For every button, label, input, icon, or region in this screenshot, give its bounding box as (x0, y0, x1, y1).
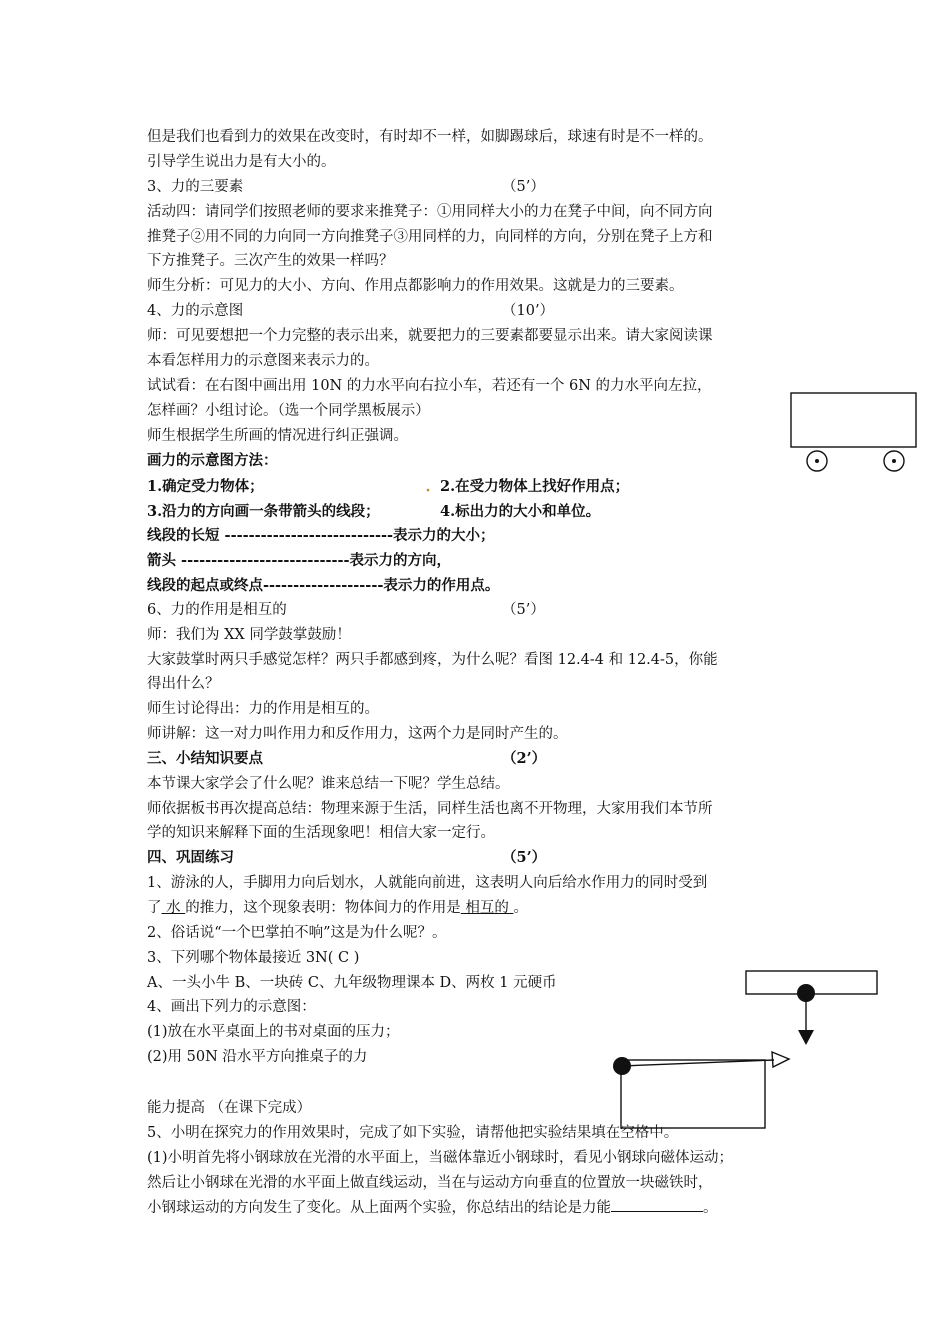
force-line (622, 1060, 774, 1066)
text-line: 下方推凳子。三次产生的效果一样吗？ (147, 253, 394, 269)
text-line: 本看怎样用力的示意图来表示力的。 (147, 353, 379, 369)
text-line: 然后让小钢球在光滑的水平面上做直线运动，当在与运动方向垂直的位置放一块磁铁时， (147, 1175, 713, 1191)
time-allocation: （2’） (502, 750, 547, 767)
question-4: 4、画出下列力的示意图： (147, 999, 316, 1015)
text-line: (1)小明首先将小钢球放在光滑的水平面上，当磁体靠近小钢球时，看见小钢球向磁体运动； (147, 1150, 734, 1166)
text-line: 师：我们为 XX 同学鼓掌鼓励！ (147, 627, 351, 643)
text-line: 推凳子②用不同的力向同一方向推凳子③用同样的力，向同样的方向，分别在凳子上方和 (147, 229, 713, 245)
cart-body (791, 393, 916, 447)
question-5: 5、小明在探究力的作用效果时，完成了如下实验，请帮他把实验结果填在空格中。 (147, 1125, 679, 1141)
section-heading: 三、小结知识要点 (147, 750, 263, 767)
text-line: 师依据板书再次提高总结：物理来源于生活，同样生活也离不开物理，大家用我们本节所 (147, 801, 713, 817)
text-fragment: 。 (703, 1200, 718, 1216)
time-allocation: （5’） (502, 602, 545, 618)
section-heading: 3、力的三要素 (147, 179, 244, 195)
text-line: 师讲解：这一对力叫作用力和反作用力，这两个力是同时产生的。 (147, 726, 568, 742)
text-line: 试试看：在右图中画出用 10N 的力水平向右拉小车，若还有一个 6N 的力水平向左拉， (147, 378, 712, 394)
text-fragment: 。 (513, 900, 528, 916)
text-line: 学的知识来解释下面的生活现象吧！相信大家一定行。 (147, 825, 495, 841)
question-1: 1、游泳的人，手脚用力向后划水，人就能向前进，这表明人向后给水作用力的同时受到 (147, 875, 708, 891)
question-3: 3、下列哪个物体最接近 3N( C ) (147, 950, 360, 966)
text-line: 得出什么？ (147, 676, 220, 692)
answer-water: 水 (161, 900, 186, 916)
question-3-options: A、一头小牛 B、一块砖 C、九年级物理课本 D、两枚 1 元硬币 (147, 975, 557, 991)
arrow-head-right (772, 1052, 789, 1067)
section-heading: 能力提高 （在课下完成） (147, 1100, 312, 1116)
section-heading: 四、巩固练习 (147, 849, 234, 866)
section-heading: 6、力的作用是相互的 (147, 602, 287, 618)
wheel-axle-right (892, 459, 896, 463)
cart-figure (791, 393, 916, 471)
text-line: 本节课大家学会了什么呢？谁来总结一下呢？学生总结。 (147, 776, 510, 792)
text-line: 大家鼓掌时两只手感觉怎样？两只手都感到疼，为什么呢？看图 12.4-4 和 12.4-5，你能 (147, 652, 718, 668)
question-4-part-2: (2)用 50N 沿水平方向推桌子的力 (147, 1049, 368, 1065)
text-line: 师生根据学生所画的情况进行纠正强调。 (147, 428, 408, 444)
rule-line: 线段的起点或终点--------------------表示力的作用点。 (147, 577, 500, 594)
text-line: 师生分析：可见力的大小、方向、作用点都影响力的作用效果。这就是力的三要素。 (147, 278, 684, 294)
wheel-axle-left (815, 459, 819, 463)
question-2: 2、俗话说“一个巴掌拍不响”这是为什么呢？。 (147, 925, 447, 941)
method-step-1: 1.确定受力物体； (147, 478, 264, 495)
method-step-3: 3.沿力的方向画一条带箭头的线段； (147, 503, 380, 520)
text-line: 活动四：请同学们按照老师的要求来推凳子：①用同样大小的力在凳子中间，向不同方向 (147, 204, 713, 220)
rule-line: 线段的长短 ----------------------------表示力的大小； (147, 527, 495, 544)
text-line: 但是我们也看到力的效果在改变时，有时却不一样，如脚踢球后，球速有时是不一样的。 (147, 129, 713, 145)
time-allocation: （10’） (502, 303, 555, 319)
text-fragment: 小钢球运动的方向发生了变化。从上面两个实验，你总结出的结论是力能 (147, 1200, 611, 1216)
text-fragment: 的推力，这个现象表明：物体间力的作用是 (185, 900, 461, 916)
answer-mutual: 相互的 (460, 900, 514, 916)
rule-line: 箭头 ----------------------------表示力的方向， (147, 552, 452, 569)
table-rectangle (621, 1060, 765, 1128)
section-heading: 4、力的示意图 (147, 303, 244, 319)
pressure-figure (746, 971, 877, 1045)
stray-mark (427, 489, 430, 492)
time-allocation: （5’） (502, 849, 547, 866)
text-line: 引导学生说出力是有大小的。 (147, 154, 336, 170)
arrow-head-down (798, 1030, 814, 1045)
method-step-2: 2.在受力物体上找好作用点； (440, 478, 630, 495)
question-4-part-1: (1)放在水平桌面上的书对桌面的压力； (147, 1024, 400, 1040)
text-line: 师：可见要想把一个力完整的表示出来，就要把力的三要素都要显示出来。请大家阅读课 (147, 328, 713, 344)
method-step-4: 4.标出力的大小和单位。 (440, 503, 601, 520)
method-heading: 画力的示意图方法： (147, 452, 278, 469)
time-allocation: （5’） (502, 179, 545, 195)
text-fragment: 了 (147, 900, 162, 916)
text-line: 怎样画？小组讨论。（选一个同学黑板展示） (147, 403, 430, 419)
text-line: 师生讨论得出：力的作用是相互的。 (147, 701, 379, 717)
push-figure (613, 1052, 789, 1128)
